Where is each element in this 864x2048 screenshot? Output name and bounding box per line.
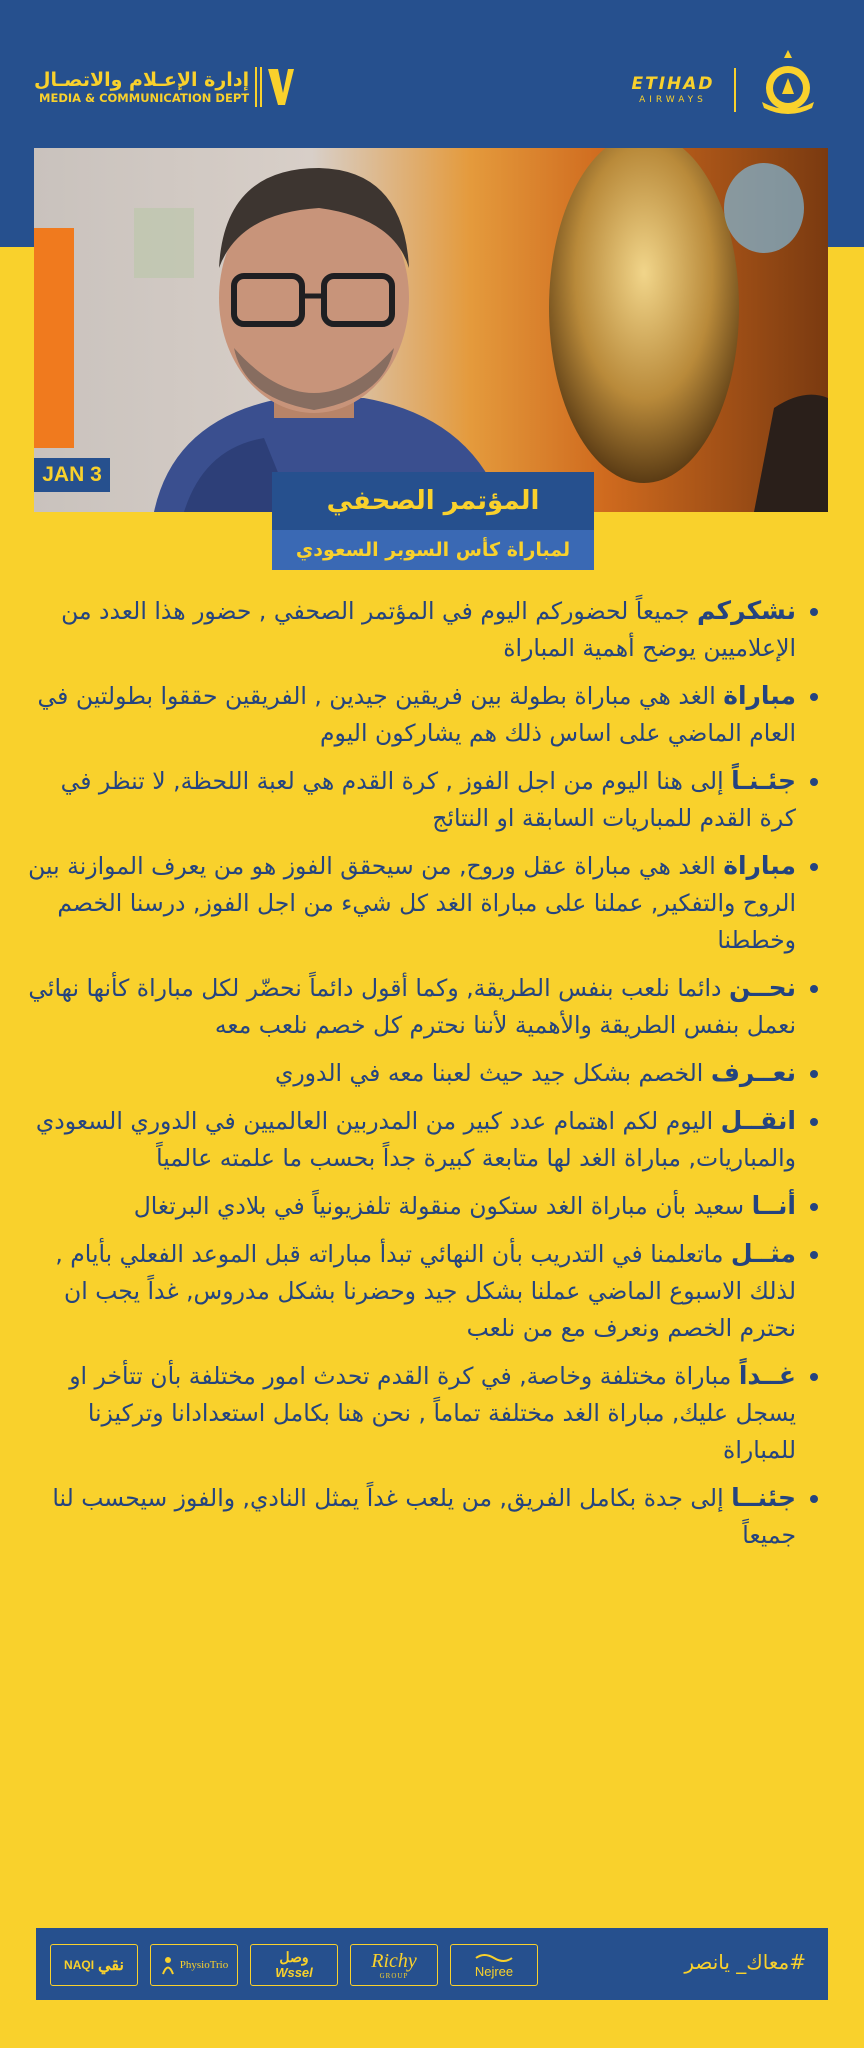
divider-bars xyxy=(255,67,262,107)
media-dept-logo xyxy=(34,62,296,112)
bullet-text: مباراة مختلفة وخاصة, في كرة القدم تحدث امور مختلفة بأن تتأخر او يسجل عليك, مباراة الغد مختلفة تماماً , نحن هنا بكامل استعدادانا وتركيزنا للمباراة xyxy=(69,1362,796,1464)
date-badge: JAN 3 xyxy=(34,458,110,492)
bullet-text: الغد هي مباراة عقل وروح, من سيحقق الفوز هو من يعرف الموازنة بين الروح والتفكير, عملنا على مباراة الغد كل شيء من اجل الفوز, درسنا الخصم وخططنا xyxy=(28,852,796,954)
list-item xyxy=(28,1235,822,1347)
hashtag: #معاك_ يانصر xyxy=(684,1950,806,1974)
v-logo-icon xyxy=(266,67,296,107)
bullet-lead: مثــل xyxy=(730,1239,796,1268)
list-item xyxy=(28,1187,822,1225)
coach-photo xyxy=(34,148,828,512)
club-crest-icon xyxy=(752,46,824,118)
sponsor-name: Richy xyxy=(371,1950,417,1972)
list-item xyxy=(28,1357,822,1469)
bullet-lead: انقــل xyxy=(720,1106,796,1135)
airline-name: ETIHAD xyxy=(631,74,715,94)
list-item xyxy=(28,1102,822,1177)
etihad-airways-logo xyxy=(622,74,724,106)
list-item xyxy=(28,969,822,1044)
dept-name-arabic: إدارة الإعـلام والاتصـال xyxy=(34,69,250,91)
list-item xyxy=(28,1054,822,1092)
bullet-lead: جئـنـاً xyxy=(731,766,796,795)
list-item xyxy=(28,592,822,667)
wave-icon xyxy=(474,1952,514,1964)
bullet-lead: غــداً xyxy=(738,1361,796,1390)
bullet-text: إلى جدة بكامل الفريق, من يلعب غداً يمثل النادي, والفوز سيحسب لنا جميعاً xyxy=(52,1484,796,1549)
sponsor-name: Nejree xyxy=(474,1963,514,1979)
sponsor-wssel xyxy=(250,1944,338,1986)
list-item xyxy=(28,677,822,752)
bullet-lead: نشكركم xyxy=(696,596,796,625)
bullet-text: اليوم لكم اهتمام عدد كبير من المدربين العالميين في الدوري السعودي والمباريات, مباراة الغد لها متابعة كبيرة جداً بحسب ما علمته عالمياً xyxy=(35,1107,796,1172)
bullet-text: إلى هنا اليوم من اجل الفوز , كرة القدم هي لعبة اللحظة, لا تنظر في كرة القدم للمباريات السابقة او النتائج xyxy=(60,767,796,832)
physio-icon xyxy=(160,1955,176,1975)
list-item xyxy=(28,1479,822,1554)
sponsor-name-ar: وصل xyxy=(279,1950,309,1966)
bullet-lead: نعــرف xyxy=(710,1058,796,1087)
sponsor-nejree xyxy=(450,1944,538,1986)
bullet-lead: جئنــا xyxy=(731,1483,796,1512)
bullet-lead: نحــن xyxy=(729,973,796,1002)
sponsor-sub: GROUP xyxy=(379,1972,409,1980)
sponsor-name-ar: نقي xyxy=(98,1957,124,1974)
list-item xyxy=(28,762,822,837)
airline-sub: AIRWAYS xyxy=(639,95,707,105)
sponsor-richy xyxy=(350,1944,438,1986)
header-separator xyxy=(734,68,736,112)
page-title: المؤتمر الصحفي xyxy=(272,472,594,530)
bullet-text: ماتعلمنا في التدريب بأن النهائي تبدأ مباراته قبل الموعد الفعلي بأيام , لذلك الاسبوع الماضي عملنا بشكل جيد وحضرنا بشكل مدروس, غداً يجب ان نحترم الخصم ونعرف مع من نلعب xyxy=(55,1240,796,1342)
bullet-lead: أنــا xyxy=(751,1191,796,1220)
dept-name-english: MEDIA & COMMUNICATION DEPT xyxy=(39,91,250,105)
bullet-text: جميعاً لحضوركم اليوم في المؤتمر الصحفي , حضور هذا العدد من الإعلاميين يوضح أهمية المباراة xyxy=(61,597,796,662)
bullet-text: الغد هي مباراة بطولة بين فريقين جيدين , الفريقين حققوا بطولتين في العام الماضي على اساس ذلك هم يشاركون اليوم xyxy=(37,682,796,747)
list-item xyxy=(28,847,822,959)
bullet-text: سعيد بأن مباراة الغد ستكون منقولة تلفزيونياً في بلادي البرتغال xyxy=(133,1192,752,1220)
bullet-lead: مباراة xyxy=(723,851,796,880)
quote-list xyxy=(28,592,822,1564)
bullet-text: دائما نلعب بنفس الطريقة, وكما أقول دائماً نحضّر لكل مباراة كأنها نهائي نعمل بنفس الطريقة والأهمية لأننا نحترم كل خصم نلعب معه xyxy=(28,974,796,1039)
sponsor-naqi xyxy=(50,1944,138,1986)
sponsor-name: Wssel xyxy=(275,1964,313,1980)
bullet-text: الخصم بشكل جيد حيث لعبنا معه في الدوري xyxy=(274,1059,711,1087)
sponsor-physiotrio xyxy=(150,1944,238,1986)
sponsor-footer xyxy=(36,1928,828,2000)
sponsor-name: PhysioTrio xyxy=(179,1959,229,1971)
bullet-lead: مباراة xyxy=(723,681,796,710)
sponsor-name: NAQI xyxy=(64,1958,95,1972)
page-subtitle: لمباراة كأس السوبر السعودي xyxy=(272,530,594,570)
